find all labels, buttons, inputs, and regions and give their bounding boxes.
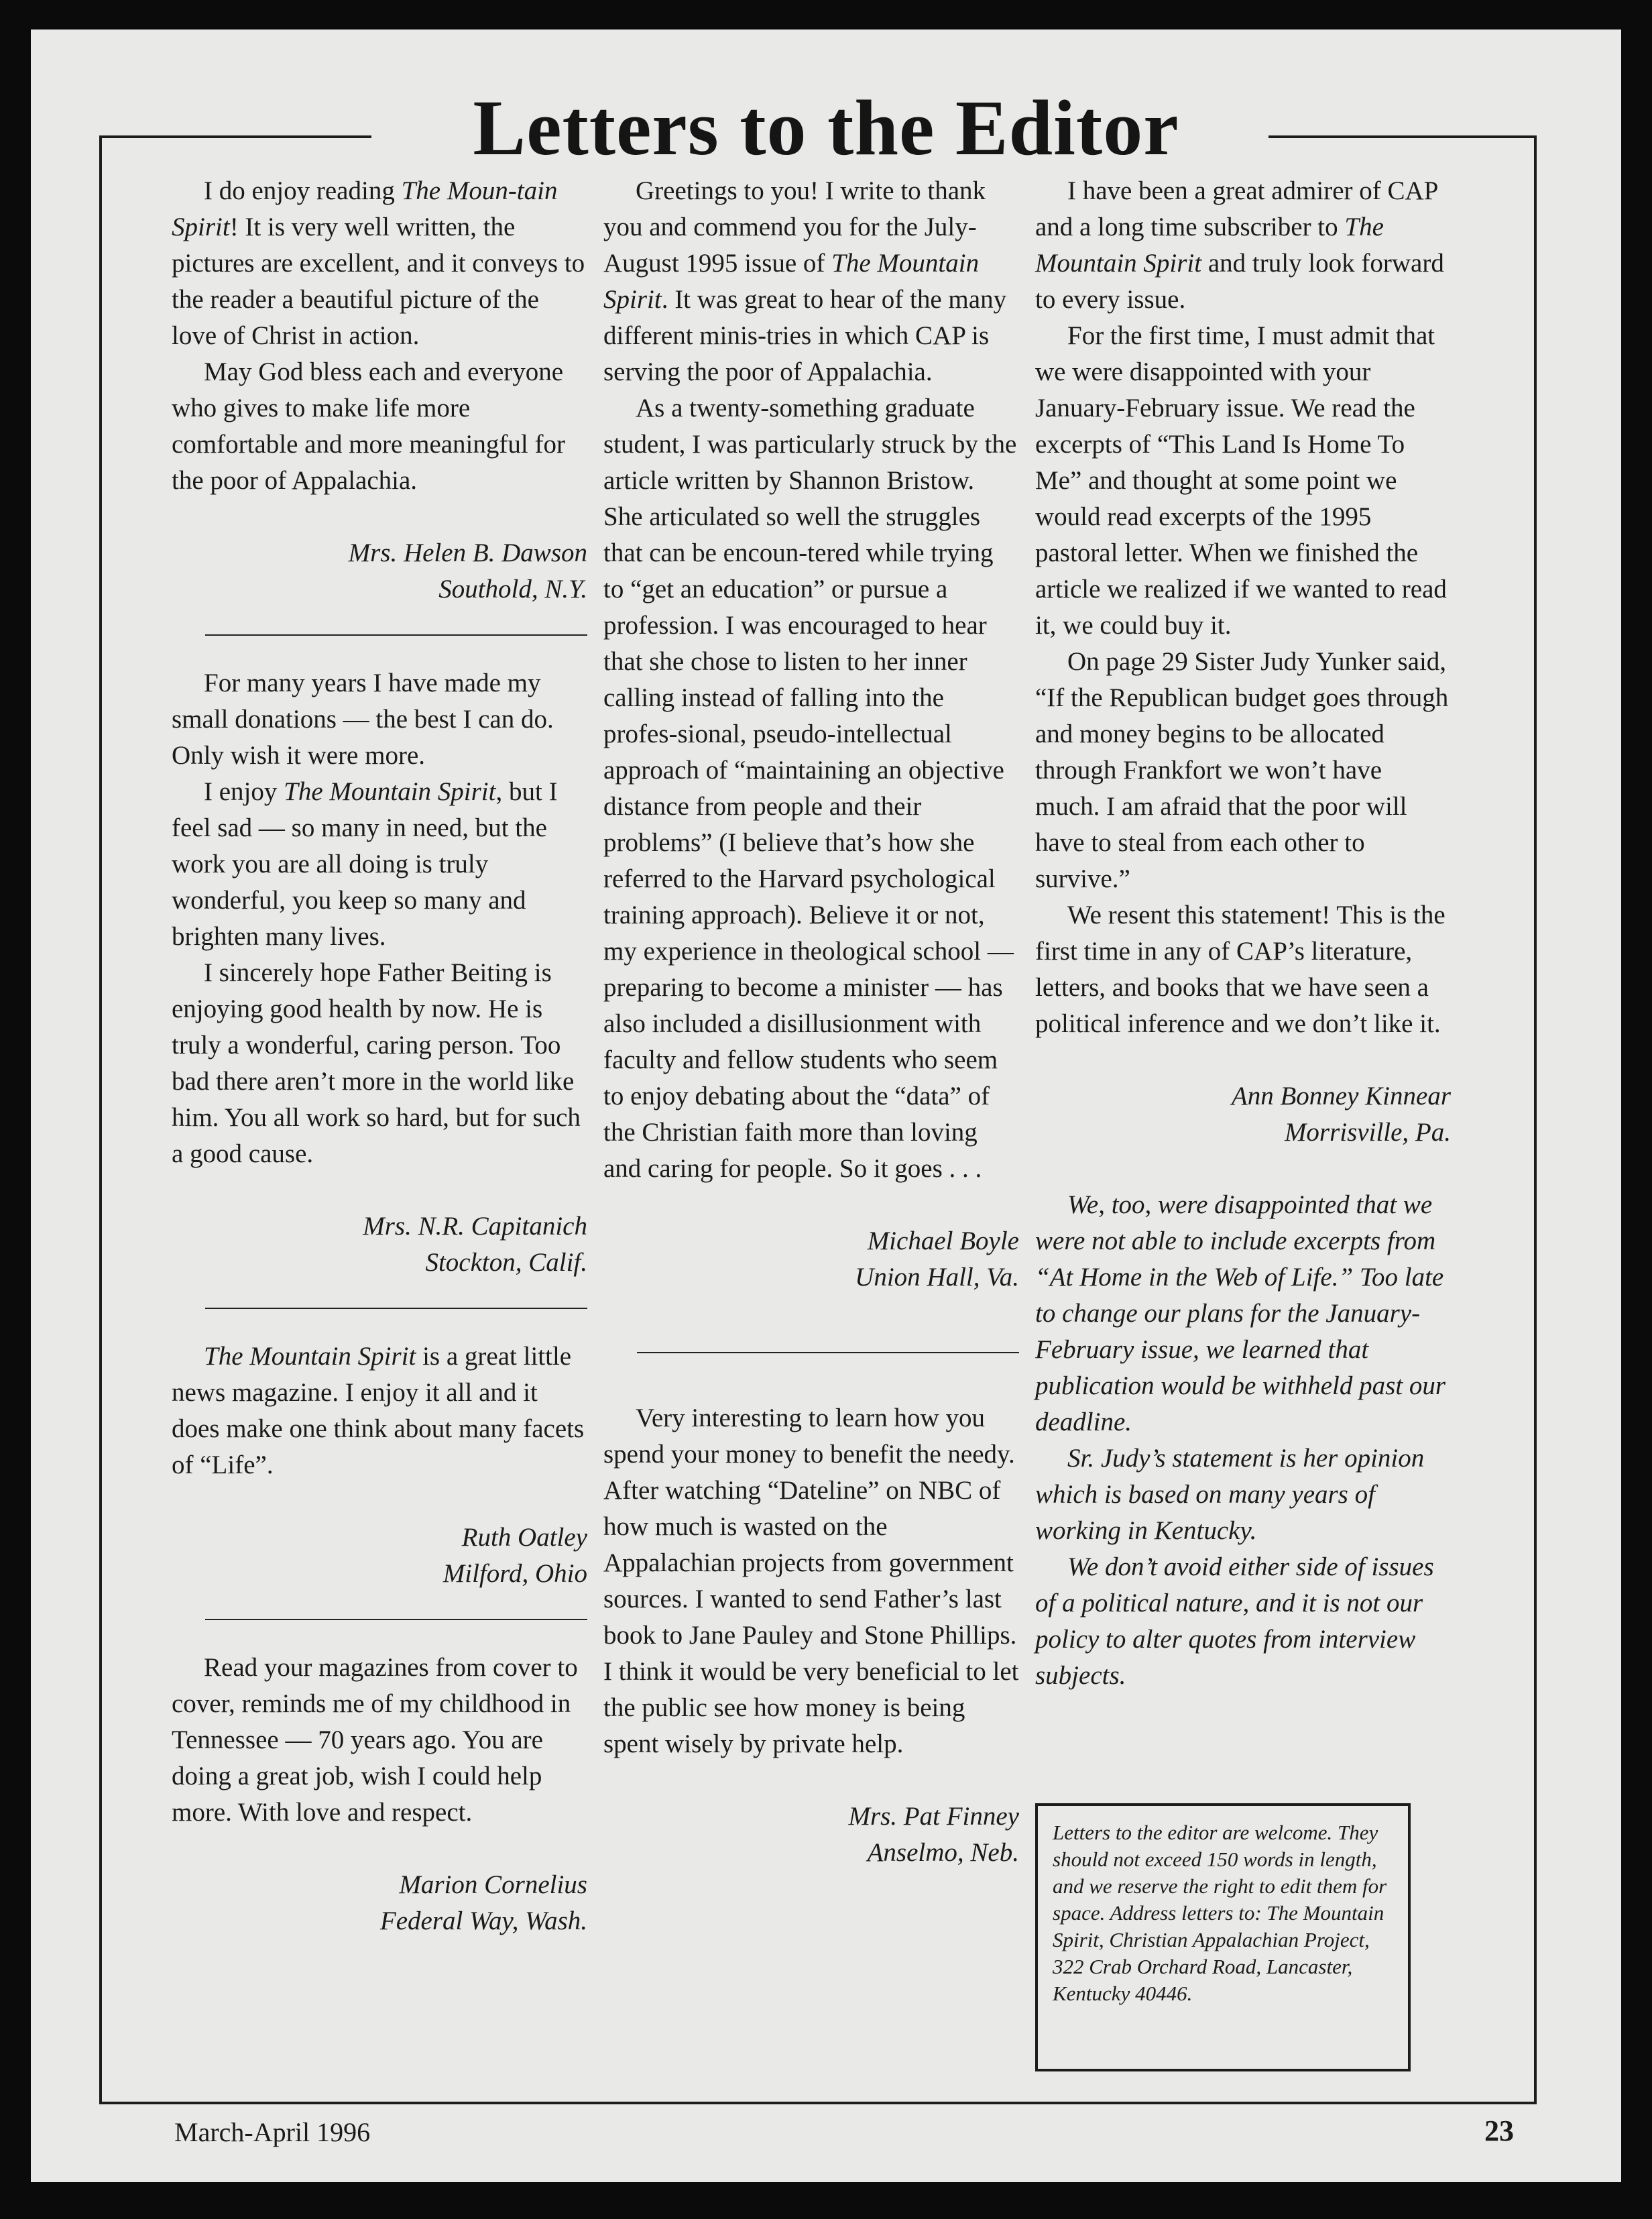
editor-reply-para-3: We don’t avoid either side of issues of a political nature, and it is not our policy to alter quotes from interview subjects. (1035, 1552, 1434, 1690)
page-title: Letters to the Editor (473, 84, 1179, 172)
frame-top-right (1268, 135, 1537, 138)
letter-2-para-2: I enjoy The Mountain Spirit, but I feel sad — so many in need, but the work you are all doing is truly wonderful, you keep so many and brighten many lives. (172, 777, 558, 951)
letter-2-para-1: For many years I have made my small donations — the best I can do. Only wish it were more. (172, 669, 554, 770)
letter-5-para-2: As a twenty-something graduate student, I was particularly struck by the article written by Shannon Bristow. She articulated so well the struggles that can be encoun-tered while trying to “get an education” or pursue a profession. I was encouraged to hear that she chose to listen to her inner calling instead of falling into the profes-sional, pseudo-intellectual approach of “maintaining an objective distance from people and their problems” (I believe that’s how she referred to the Harvard psychological training approach). Believe it or not, my experience in theological school — preparing to become a minister — has also included a disillusionment with faculty and fellow students who seem to enjoy debating about the “data” of the Christian faith more than loving and caring for people. So it goes . . . (603, 394, 1017, 1183)
letter-7-para-1: I have been a great admirer of CAP and a long time subscriber to The Mountain Spirit and truly look forward to every issue. (1035, 176, 1444, 314)
letter-7-para-3: On page 29 Sister Judy Yunker said, “If the Republican budget goes through and money begins to be allocated through Frankfort we won’t have much. I am afraid that the poor will have to steal from each other to survive.” (1035, 647, 1449, 893)
issue-date: March-April 1996 (174, 2117, 371, 2147)
frame-top-left (99, 135, 371, 138)
letter-7-para-2: For the first time, I must admit that we were disappointed with your January-February issue. We read the excerpts of “This Land Is Home To Me” and thought at some point we would read excerpts of the 1995 pastoral letter. When we finished the article we realized if we wanted to read it, we could buy it. (1035, 321, 1447, 640)
letter-6-para-1: Very interesting to learn how you spend your money to benefit the needy. After watching “Dateline” on NBC of how much is wasted on the Appalachian projects from government sources. I wanted to send Father’s last book to Jane Pauley and Stone Phillips. I think it would be very beneficial to let the public see how money is being spent wisely by private help. (603, 1404, 1019, 1758)
letter-1-para-2: May God bless each and everyone who gives to make life more comfortable and more meaningful for the poor of Appalachia. (172, 357, 565, 495)
frame-left (99, 135, 102, 2104)
page-number: 23 (1484, 2114, 1514, 2147)
letter-3-signature: Ruth Oatley Milford, Ohio (442, 1523, 587, 1588)
frame-right (1534, 135, 1537, 2104)
letter-4-signature: Marion Cornelius Federal Way, Wash. (379, 1870, 587, 1935)
frame-bottom (99, 2102, 1537, 2104)
letter-2-para-3: I sincerely hope Father Beiting is enjoying good health by now. He is truly a wonderful, caring person. Too bad there aren’t more in the world like him. You all work so hard, but for such a good cause. (172, 958, 581, 1168)
separator-rule (205, 634, 587, 636)
magazine-page (31, 30, 1621, 2182)
separator-rule (637, 1352, 1019, 1353)
letter-3-para-1: The Mountain Spirit is a great little news magazine. I enjoy it all and it does make one think about many facets of “Life”. (172, 1342, 585, 1479)
editor-reply (1035, 1187, 1451, 1694)
letter-7-para-4: We resent this statement! This is the first time in any of CAP’s literature, letters, and books that we have seen a political inference and we don’t like it. (1035, 901, 1446, 1038)
letter-1-para-1: I do enjoy reading The Moun-tain Spirit! It is very well written, the pictures are excellent, and it conveys to the reader a beautiful picture of the love of Christ in action. (172, 176, 585, 350)
editor-reply-para-1: We, too, were disappointed that we were not able to include excerpts from “At Home in the Web of Life.” Too late to change our plans for the January-February issue, we learned that publication would be withheld past our deadline. (1035, 1190, 1446, 1436)
column-2 (603, 173, 1019, 1871)
letter-7-signature: Ann Bonney Kinnear Morrisville, Pa. (1231, 1082, 1451, 1147)
editor-reply-para-2: Sr. Judy’s statement is her opinion which is based on many years of working in Kentucky. (1035, 1444, 1425, 1545)
column-3 (1035, 173, 1451, 1694)
letters-notice-box (1035, 1803, 1411, 2071)
letter-5-para-1: Greetings to you! I write to thank you and commend you for the July-August 1995 issue of The Mountain Spirit. It was great to hear of the many different minis-tries in which CAP is serving the poor of Appalachia. (603, 176, 1007, 386)
letter-1-signature: Mrs. Helen B. Dawson Southold, N.Y. (348, 538, 587, 604)
letter-6-signature: Mrs. Pat Finney Anselmo, Neb. (848, 1802, 1019, 1867)
separator-rule (205, 1619, 587, 1620)
separator-rule (205, 1308, 587, 1309)
letter-2-signature: Mrs. N.R. Capitanich Stockton, Calif. (363, 1212, 587, 1277)
column-1 (172, 173, 587, 1939)
letter-5-signature: Michael Boyle Union Hall, Va. (855, 1227, 1019, 1292)
letter-4-para-1: Read your magazines from cover to cover, reminds me of my childhood in Tennessee — 70 years ago. You are doing a great job, wish I could help more. With love and respect. (172, 1653, 578, 1827)
letters-notice-text: Letters to the editor are welcome. They should not exceed 150 words in length, and we reserve the right to edit them for space. Address letters to: The Mountain Spirit, Christian Appalachian Project, 322 Crab Orchard Road, Lancaster, Kentucky 40446. (1053, 1821, 1387, 2005)
